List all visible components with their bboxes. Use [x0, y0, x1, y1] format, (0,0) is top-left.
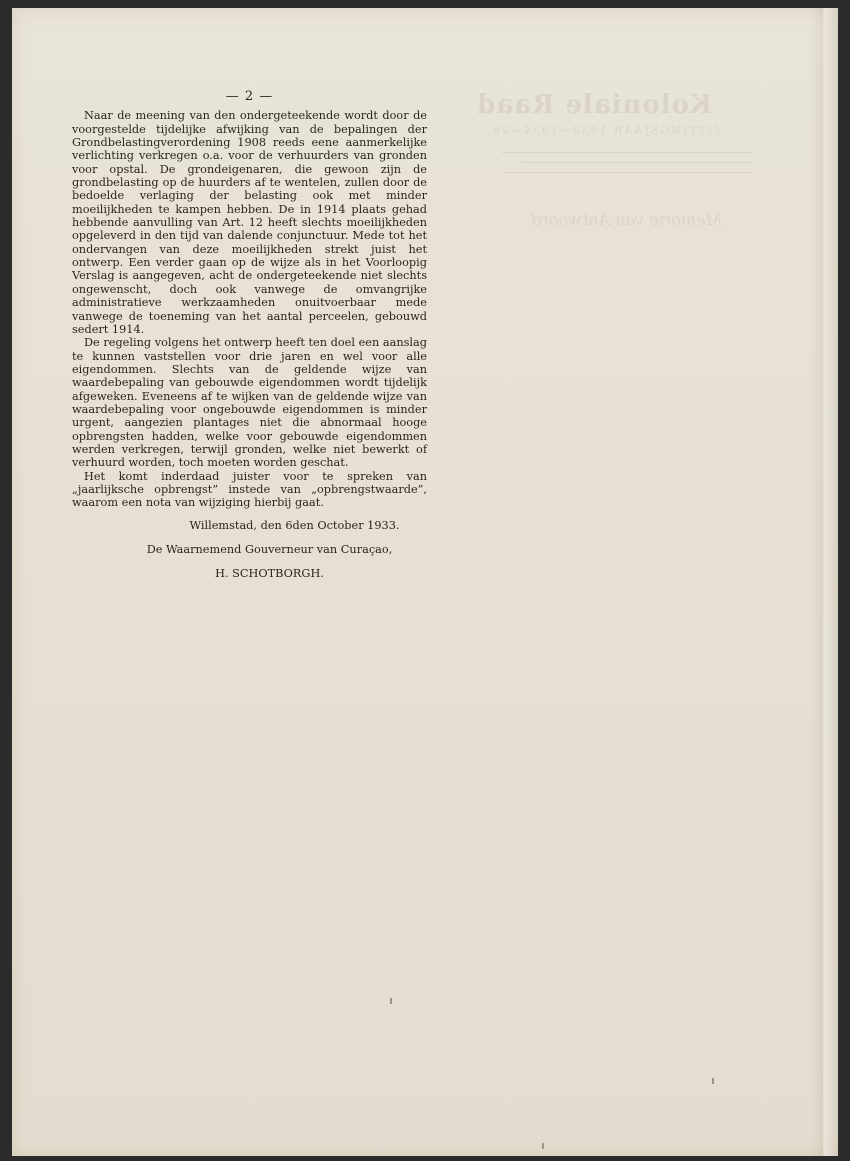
- page-edge-shadow: [810, 8, 838, 1156]
- paragraph-2: De regeling volgens het ontwerp heeft ten doel een aanslag te kunnen vaststellen voor drie jaren en wel voor alle eigendommen. Slechts van de geldende wijze van waardebepaling van gebouwde eigendommen wordt tijdelijk afgeweken. Eveneens af te wijken van de geldende wijze van waardebepaling voor ongebouwde eigendommen is minder urgent, aangezien plantages niet die abnormaal hooge opbrengsten hadden, welke voor gebouwde eigendommen werden verkregen, terwijl gronden, welke niet bewerkt of verhuurd worden, toch moeten worden geschat.: [72, 336, 427, 470]
- paper-speck: [712, 1078, 714, 1084]
- signatory-title: De Waarnemend Gouverneur van Curaçao,: [146, 543, 393, 556]
- document-text: [72, 90, 427, 592]
- document-page: [12, 8, 838, 1156]
- paper-speck: [542, 1143, 544, 1149]
- bleed-heading: Koloniale Raad: [476, 90, 712, 120]
- place-date: Willemstad, den 6den October 1933.: [189, 518, 400, 532]
- bleed-through-text: [462, 90, 752, 230]
- bleed-subheading: ZITTINGSJAAR 1933—1934—26.: [485, 124, 722, 137]
- page-number: — 2 —: [225, 89, 274, 104]
- paragraph-3: Het komt inderdaad juister voor te spreken van „jaarlijksche opbrengst” instede van „opbrengstwaarde”, waarom een nota van wijziging hierbij gaat.: [72, 469, 427, 510]
- bleed-note: Memorie van Antwoord: [530, 210, 722, 229]
- closing-block: [72, 519, 427, 581]
- paragraph-1: Naar de meening van den ondergeteekende wordt door de voorgestelde tijdelijke afwijking van de bepalingen der Grondbelastingverordening 1908 reeds eene aanmerkelijke verlichting verkregen o.a. voor de verhuurders van gronden voor opstal. De grondeigenaren, die gewoon zijn de grondbelasting op de huurders af te wentelen, zullen door de bedoelde verlaging der belasting ook met minder moeilijkheden te kampen hebben. De in 1914 plaats gehad hebbende aanvulling van Art. 12 heeft slechts moeilijkheden opgeleverd in den tijd van dalende conjunctuur. Mede tot het ondervangen van deze moeilijkheden strekt juist het ontwerp. Een verder gaan op de wijze als in het Voorloopig Verslag is aangegeven, acht de ondergeteekende niet slechts ongewenscht, doch ook vanwege de omvangrijke administratieve werkzaamheden onuitvoerbaar mede vanwege de toeneming van het aantal perceelen, gebouwd sedert 1914.: [72, 109, 427, 336]
- signatory-name: H. SCHOTBORGH.: [215, 567, 324, 581]
- paper-speck: [390, 998, 392, 1004]
